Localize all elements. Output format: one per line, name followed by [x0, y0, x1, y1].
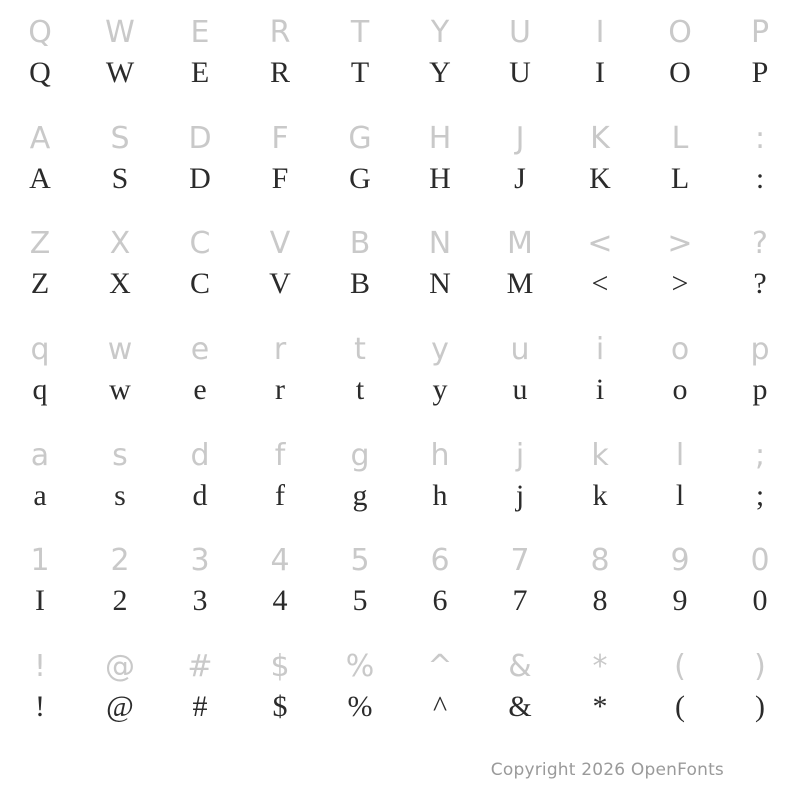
render-glyph: Q: [29, 55, 51, 89]
render-glyph: >: [671, 267, 689, 301]
sample-glyph: ?: [752, 226, 768, 262]
sample-glyph: @: [105, 649, 135, 685]
sample-glyph: u: [510, 332, 530, 368]
sample-glyph: 7: [510, 543, 530, 579]
render-glyph: K: [589, 161, 611, 195]
sample-row: [0, 649, 800, 688]
sample-glyph: O: [668, 14, 692, 50]
render-row: [0, 54, 800, 88]
sample-glyph: R: [269, 14, 291, 50]
sample-glyph: N: [428, 226, 452, 262]
render-glyph: M: [506, 267, 534, 301]
sample-glyph: %: [345, 649, 375, 685]
sample-glyph: *: [592, 649, 608, 685]
render-glyph: ^: [432, 690, 448, 724]
render-row: [0, 477, 800, 511]
sample-row: [0, 14, 800, 54]
sample-glyph: w: [107, 332, 133, 368]
sample-row: [0, 332, 800, 371]
sample-glyph: p: [750, 332, 770, 368]
render-glyph: E: [190, 55, 210, 89]
sample-row: [0, 437, 800, 477]
render-glyph: I: [35, 584, 45, 618]
sample-glyph: Q: [28, 14, 52, 50]
render-glyph: P: [751, 55, 769, 89]
render-glyph: I: [595, 55, 605, 89]
sample-row: [0, 543, 800, 582]
render-glyph: T: [350, 55, 370, 89]
glyph-row-pair: [0, 529, 800, 635]
copyright-notice: Copyright 2026 OpenFonts: [490, 760, 724, 780]
render-glyph: &: [508, 690, 532, 724]
render-glyph: 6: [432, 584, 448, 618]
render-glyph: U: [509, 55, 531, 89]
sample-glyph: 8: [590, 543, 610, 579]
render-glyph: !: [35, 690, 45, 724]
sample-glyph: S: [110, 120, 130, 156]
render-glyph: ): [755, 690, 765, 724]
render-glyph: F: [271, 161, 289, 195]
sample-glyph: X: [109, 226, 131, 262]
sample-glyph: i: [595, 332, 605, 368]
render-glyph: d: [192, 478, 208, 512]
glyph-row-pair: [0, 211, 800, 317]
sample-glyph: <: [587, 226, 613, 262]
sample-glyph: !: [33, 649, 47, 685]
render-glyph: :: [755, 161, 765, 195]
render-glyph: N: [429, 267, 451, 301]
render-glyph: L: [670, 161, 690, 195]
render-glyph: f: [275, 478, 285, 512]
sample-glyph: t: [354, 332, 366, 368]
render-glyph: O: [669, 55, 691, 89]
render-glyph: q: [32, 373, 48, 407]
render-glyph: V: [269, 267, 291, 301]
glyph-row-pair: [0, 317, 800, 423]
render-glyph: R: [269, 55, 290, 89]
sample-glyph: l: [675, 437, 685, 473]
sample-glyph: 3: [190, 543, 210, 579]
render-glyph: W: [105, 55, 135, 89]
sample-glyph: A: [29, 120, 51, 156]
sample-glyph: ^: [427, 649, 453, 685]
sample-glyph: V: [269, 226, 291, 262]
sample-glyph: Z: [29, 226, 51, 262]
sample-glyph: 4: [270, 543, 290, 579]
sample-glyph: k: [591, 437, 609, 473]
render-glyph: y: [432, 373, 448, 407]
sample-glyph: W: [105, 14, 135, 50]
sample-row: [0, 226, 800, 265]
render-row: [0, 160, 800, 194]
render-glyph: %: [347, 690, 373, 724]
render-glyph: u: [512, 373, 528, 407]
render-glyph: Z: [30, 267, 50, 301]
render-glyph: ?: [753, 267, 767, 301]
sample-glyph: T: [350, 14, 370, 50]
render-glyph: <: [591, 267, 609, 301]
render-glyph: @: [106, 690, 134, 724]
render-glyph: ;: [755, 478, 765, 512]
render-glyph: 8: [592, 584, 608, 618]
sample-glyph: D: [188, 120, 212, 156]
render-glyph: H: [429, 161, 451, 195]
render-glyph: w: [109, 373, 131, 407]
sample-glyph: I: [595, 14, 605, 50]
sample-glyph: B: [349, 226, 371, 262]
render-glyph: (: [675, 690, 685, 724]
sample-glyph: y: [431, 332, 449, 368]
sample-glyph: ;: [754, 437, 766, 473]
sample-glyph: a: [30, 437, 50, 473]
sample-glyph: >: [667, 226, 693, 262]
glyph-row-pair: [0, 423, 800, 529]
render-glyph: B: [349, 267, 370, 301]
sample-glyph: $: [270, 649, 290, 685]
render-glyph: S: [111, 161, 129, 195]
sample-glyph: P: [750, 14, 770, 50]
sample-glyph: K: [590, 120, 610, 156]
sample-glyph: 0: [750, 543, 770, 579]
render-glyph: 9: [672, 584, 688, 618]
sample-glyph: Y: [430, 14, 450, 50]
sample-glyph: E: [190, 14, 210, 50]
render-glyph: $: [272, 690, 288, 724]
sample-glyph: H: [428, 120, 452, 156]
sample-glyph: 9: [670, 543, 690, 579]
sample-glyph: J: [515, 120, 525, 156]
sample-glyph: &: [508, 649, 532, 685]
sample-glyph: F: [271, 120, 289, 156]
sample-glyph: M: [507, 226, 533, 262]
sample-glyph: r: [273, 332, 287, 368]
render-glyph: 3: [192, 584, 208, 618]
sample-glyph: g: [350, 437, 370, 473]
render-glyph: G: [349, 161, 371, 195]
sample-glyph: 6: [430, 543, 450, 579]
render-glyph: e: [193, 373, 207, 407]
render-row: [0, 371, 800, 405]
render-glyph: *: [592, 690, 608, 724]
sample-glyph: h: [430, 437, 450, 473]
render-row: [0, 688, 800, 722]
render-glyph: 2: [112, 584, 128, 618]
render-glyph: 4: [272, 584, 288, 618]
glyph-row-pair: [0, 106, 800, 212]
glyph-row-pair: [0, 634, 800, 740]
sample-glyph: 2: [110, 543, 130, 579]
render-glyph: #: [192, 690, 208, 724]
render-glyph: t: [355, 373, 365, 407]
sample-glyph: 5: [350, 543, 370, 579]
render-row: [0, 265, 800, 299]
sample-glyph: j: [515, 437, 525, 473]
sample-glyph: e: [190, 332, 210, 368]
render-glyph: 0: [752, 584, 768, 618]
sample-glyph: ): [754, 649, 766, 685]
glyph-row-pair: [0, 0, 800, 106]
render-glyph: s: [114, 478, 126, 512]
sample-glyph: :: [754, 120, 766, 156]
render-glyph: C: [189, 267, 210, 301]
sample-glyph: #: [187, 649, 213, 685]
render-glyph: g: [352, 478, 368, 512]
sample-glyph: 1: [30, 543, 50, 579]
render-row: [0, 582, 800, 616]
sample-glyph: d: [190, 437, 210, 473]
render-glyph: r: [275, 373, 285, 407]
render-glyph: j: [515, 478, 525, 512]
render-glyph: p: [752, 373, 768, 407]
sample-glyph: U: [509, 14, 531, 50]
sample-glyph: G: [348, 120, 372, 156]
sample-glyph: (: [674, 649, 686, 685]
render-glyph: 7: [512, 584, 528, 618]
sample-glyph: L: [671, 120, 689, 156]
render-glyph: Y: [429, 55, 451, 89]
sample-glyph: q: [30, 332, 50, 368]
sample-glyph: o: [670, 332, 690, 368]
render-glyph: i: [595, 373, 605, 407]
render-glyph: l: [675, 478, 685, 512]
render-glyph: a: [33, 478, 47, 512]
render-glyph: A: [29, 161, 51, 195]
render-glyph: o: [672, 373, 688, 407]
sample-glyph: f: [274, 437, 286, 473]
render-glyph: 5: [352, 584, 368, 618]
render-glyph: X: [109, 267, 131, 301]
sample-glyph: C: [189, 226, 211, 262]
render-glyph: D: [189, 161, 211, 195]
render-glyph: k: [592, 478, 608, 512]
sample-row: [0, 120, 800, 160]
render-glyph: J: [514, 161, 526, 195]
render-glyph: h: [432, 478, 448, 512]
sample-glyph: s: [112, 437, 128, 473]
